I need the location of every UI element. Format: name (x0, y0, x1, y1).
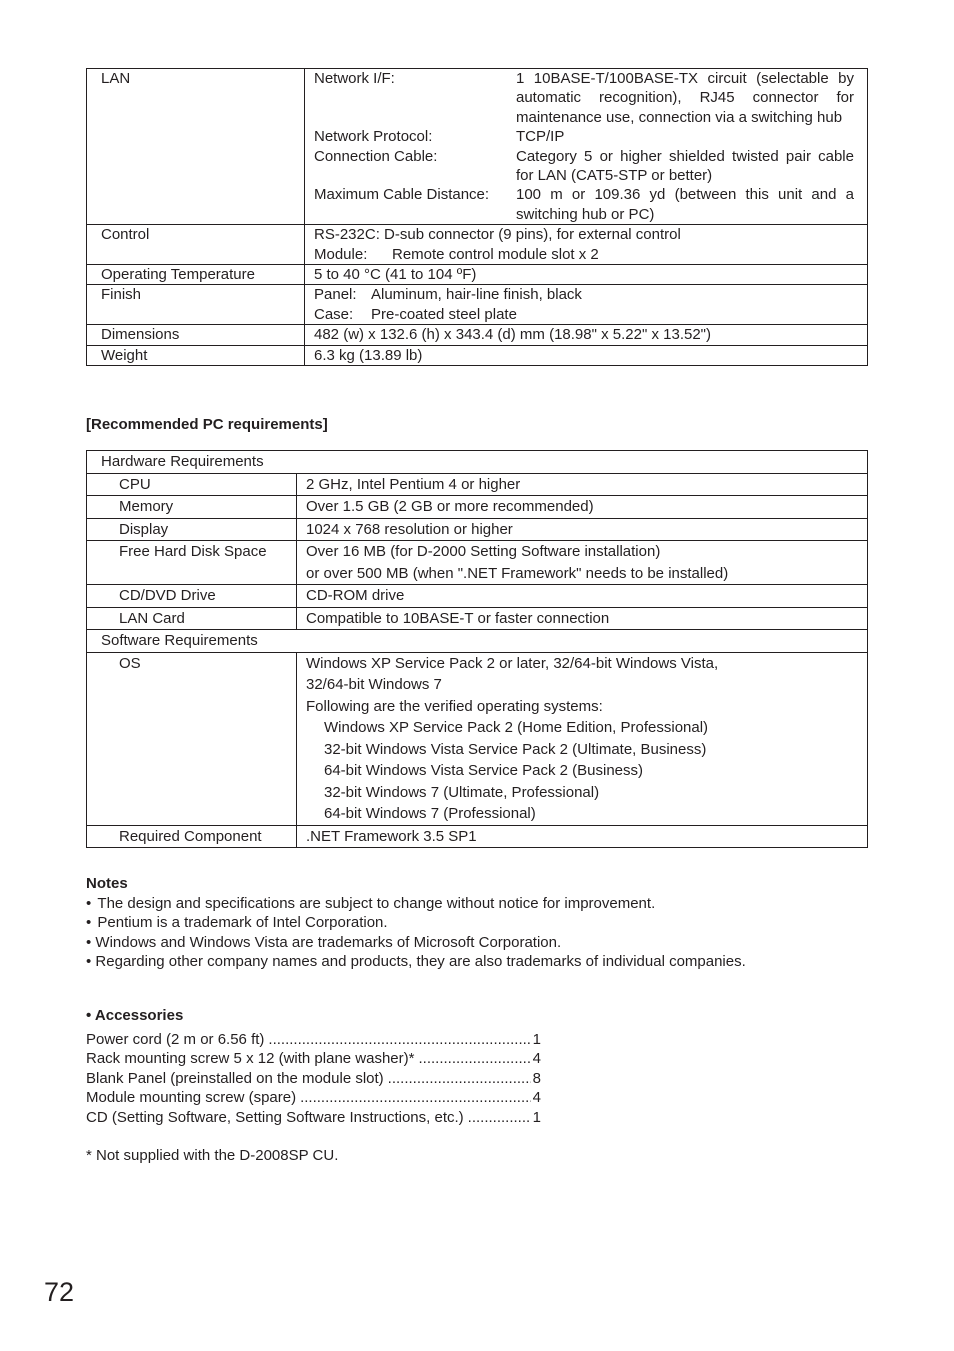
verified-os: Windows XP Service Pack 2 (Home Edition, Professional) (324, 719, 709, 736)
control-rs232c: RS-232C: D-sub connector (9 pins), for external control (314, 226, 681, 244)
spec-row-control (87, 225, 868, 265)
pc-row-os (87, 652, 868, 825)
spec-label: Control (87, 225, 305, 265)
pc-value: CD-ROM drive (297, 585, 868, 608)
pc-label: LAN Card (87, 607, 297, 630)
spec-label: LAN (87, 69, 305, 225)
spec-table (86, 68, 868, 366)
spec-value: 5 to 40 °C (41 to 104 ºF) (305, 265, 868, 285)
accessories-section (86, 1006, 541, 1166)
accessories-title: • Accessories (86, 1007, 184, 1024)
verified-os: 32-bit Windows Vista Service Pack 2 (Ultimate, Business) (324, 740, 707, 758)
pc-row-required-component (87, 825, 868, 848)
page-number: 72 (44, 1277, 75, 1307)
control-module: Module: Remote control module slot x 2 (314, 245, 599, 263)
pc-value: 1024 x 768 resolution or higher (297, 518, 868, 541)
os-line: Windows XP Service Pack 2 or later, 32/64-bit Windows Vista, (306, 654, 719, 672)
accessory-item: Blank Panel (preinstalled on the module slot) ..... 8 (86, 1069, 541, 1089)
os-line: 32/64-bit Windows 7 (306, 676, 442, 693)
spec-row-finish (87, 285, 868, 325)
lan-network-protocol: Network Protocol: TCP/IP (314, 128, 565, 146)
pc-row-memory (87, 496, 868, 519)
pc-label: CPU (87, 473, 297, 496)
finish-panel: Panel: Aluminum, hair-line finish, black (314, 286, 582, 304)
spec-label: Finish (87, 285, 305, 325)
pc-label: Free Hard Disk Space (87, 541, 297, 585)
accessory-item: CD (Setting Software, Setting Software Instructions, etc.) ..... 1 (86, 1108, 541, 1128)
pc-row-hardware-title (87, 451, 868, 474)
pc-label: Display (87, 518, 297, 541)
pc-value: Over 16 MB (for D-2000 Setting Software installation) (306, 543, 661, 560)
hardware-requirements-heading: Hardware Requirements (87, 451, 868, 474)
accessory-item: Rack mounting screw 5 x 12 (with plane washer)* ..... 4 (86, 1049, 541, 1069)
pc-row-lan-card (87, 607, 868, 630)
notes-title: Notes (86, 875, 128, 892)
pc-row-drive (87, 585, 868, 608)
pc-label: Required Component (87, 825, 297, 848)
spec-row-weight (87, 345, 868, 365)
spec-value: 482 (w) x 132.6 (h) x 343.4 (d) mm (18.98" x 5.22" x 13.52") (305, 325, 868, 345)
pc-value: Compatible to 10BASE-T or faster connection (297, 607, 868, 630)
accessories-list (86, 1030, 541, 1128)
lan-max-cable-distance: Maximum Cable Distance: 100 m or 109.36 yd (between this unit and a switching hub or PC) (314, 186, 854, 223)
accessories-footnote: * Not supplied with the D-2008SP CU. (86, 1147, 339, 1164)
spec-row-dimensions (87, 325, 868, 345)
pc-label: OS (87, 652, 297, 825)
spec-label: Operating Temperature (87, 265, 305, 285)
pc-label: Memory (87, 496, 297, 519)
note-item: • Regarding other company names and products, they are also trademarks of individual companies. (86, 953, 746, 970)
accessory-item: Power cord (2 m or 6.56 ft) ..... 1 (86, 1030, 541, 1050)
pc-row-display (87, 518, 868, 541)
note-item: • The design and specifications are subject to change without notice for improvement. (86, 894, 656, 912)
verified-os: 64-bit Windows 7 (Professional) (324, 805, 536, 822)
finish-case: Case: Pre-coated steel plate (314, 305, 517, 323)
note-item: • Pentium is a trademark of Intel Corporation. (86, 914, 388, 931)
notes-list (86, 894, 866, 972)
pc-row-cpu (87, 473, 868, 496)
verified-os: 64-bit Windows Vista Service Pack 2 (Business) (324, 762, 644, 779)
pc-section-title: [Recommended PC requirements] (86, 416, 328, 433)
spec-label: Dimensions (87, 325, 305, 345)
pc-value: 2 GHz, Intel Pentium 4 or higher (297, 473, 868, 496)
spec-row-operating-temperature (87, 265, 868, 285)
pc-row-software-title (87, 630, 868, 653)
note-item: • Windows and Windows Vista are trademarks of Microsoft Corporation. (86, 933, 562, 951)
pc-label: CD/DVD Drive (87, 585, 297, 608)
verified-os: 32-bit Windows 7 (Ultimate, Professional) (324, 783, 600, 801)
pc-requirements-table (86, 450, 868, 848)
pc-value: or over 500 MB (when ".NET Framework" needs to be installed) (306, 564, 729, 582)
spec-label: Weight (87, 345, 305, 365)
lan-connection-cable: Connection Cable: Category 5 or higher shielded twisted pair cable for LAN (CAT5-STP or better) (314, 147, 854, 185)
software-requirements-heading: Software Requirements (87, 630, 868, 653)
pc-row-disk (87, 541, 868, 585)
notes-section (86, 874, 866, 972)
accessory-item: Module mounting screw (spare) ..... 4 (86, 1088, 541, 1108)
lan-network-if: Network I/F: 1 10BASE-T/100BASE-TX circuit (selectable by automatic recognition), RJ45 connector for maintenance use, connection via a switching hub (314, 70, 854, 126)
pc-value: .NET Framework 3.5 SP1 (297, 825, 868, 848)
pc-value: Over 1.5 GB (2 GB or more recommended) (297, 496, 868, 519)
spec-value: 6.3 kg (13.89 lb) (305, 345, 868, 365)
spec-row-lan (87, 69, 868, 225)
os-line: Following are the verified operating systems: (306, 697, 603, 715)
